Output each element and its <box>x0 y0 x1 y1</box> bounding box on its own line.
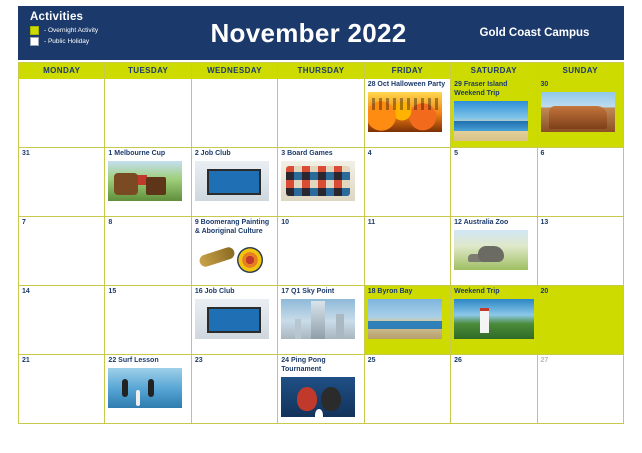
public-holiday-swatch-icon <box>30 37 39 46</box>
legend <box>18 6 168 60</box>
day-label: 27 <box>540 357 549 364</box>
day-cell[interactable] <box>19 148 105 217</box>
day-label: 20 <box>540 288 549 295</box>
day-cell[interactable] <box>19 355 105 424</box>
day-label: 31 <box>22 150 30 157</box>
day-cell[interactable] <box>538 148 624 217</box>
calendar-week-2 <box>19 148 624 217</box>
event-thumbnail-sky-point <box>281 299 355 339</box>
day-cell[interactable] <box>278 79 364 148</box>
weekday-wednesday: WEDNESDAY <box>192 63 278 79</box>
day-cell[interactable] <box>278 217 364 286</box>
day-label: 28 Oct Halloween Party <box>367 81 446 88</box>
day-label: 8 <box>108 219 113 226</box>
day-label: 10 <box>281 219 290 226</box>
day-cell[interactable] <box>278 148 364 217</box>
event-thumbnail-boomerang-painting <box>195 239 269 279</box>
day-cell[interactable] <box>278 286 364 355</box>
day-cell[interactable] <box>192 355 278 424</box>
calendar-week-5 <box>19 355 624 424</box>
day-cell[interactable] <box>365 148 451 217</box>
day-cell[interactable] <box>19 286 105 355</box>
overnight-activity-swatch-icon <box>30 26 39 35</box>
day-label: 16 Job Club <box>194 288 235 295</box>
calendar-grid <box>18 62 624 424</box>
day-cell[interactable] <box>105 79 191 148</box>
day-label: 1 Melbourne Cup <box>108 150 166 157</box>
day-label: 26 <box>454 357 462 364</box>
event-thumbnail-job-club-2 <box>195 299 269 339</box>
day-label: 17 Q1 Sky Point <box>281 288 335 295</box>
weekday-saturday: SATURDAY <box>451 63 537 79</box>
day-cell[interactable] <box>192 148 278 217</box>
day-cell[interactable] <box>365 217 451 286</box>
weekday-friday: FRIDAY <box>365 63 451 79</box>
day-label: 30 <box>540 81 549 88</box>
day-label: 25 <box>367 357 376 364</box>
day-label: 3 Board Games <box>281 150 333 157</box>
day-label: 23 <box>194 357 203 364</box>
day-cell[interactable] <box>192 79 278 148</box>
day-cell[interactable] <box>278 355 364 424</box>
day-label: 6 <box>540 150 545 157</box>
day-cell[interactable] <box>105 355 191 424</box>
day-label: Weekend Trip <box>454 288 500 295</box>
day-label: 5 <box>454 150 459 157</box>
calendar-title: November 2022 <box>210 17 407 48</box>
event-thumbnail-ping-pong <box>281 377 355 417</box>
legend-label-holiday: - Public Holiday <box>44 38 90 45</box>
event-thumbnail-byron-bay <box>368 299 442 339</box>
day-cell[interactable] <box>451 148 537 217</box>
day-cell[interactable] <box>192 286 278 355</box>
day-label: 12 Australia Zoo <box>454 219 509 226</box>
weekday-tuesday: TUESDAY <box>105 63 191 79</box>
day-label: 14 <box>22 288 30 295</box>
day-label: 9 Boomerang Painting & Aboriginal Culture <box>194 219 270 235</box>
legend-title: Activities <box>30 11 84 23</box>
day-cell[interactable] <box>192 217 278 286</box>
day-cell[interactable] <box>105 217 191 286</box>
event-thumbnail-melbourne-cup <box>108 161 182 201</box>
day-label: 29 Fraser Island Weekend Trip <box>454 81 508 97</box>
event-thumbnail-fraser-island <box>454 101 528 141</box>
weekday-header-row <box>19 63 624 79</box>
day-cell[interactable] <box>538 217 624 286</box>
day-label: 18 Byron Bay <box>367 288 413 295</box>
legend-item-holiday <box>30 37 168 46</box>
day-cell[interactable] <box>105 148 191 217</box>
day-cell[interactable] <box>538 355 624 424</box>
day-label: 4 <box>367 150 372 157</box>
day-cell[interactable] <box>538 286 624 355</box>
event-thumbnail-australia-zoo <box>454 230 528 270</box>
event-thumbnail-surf-lesson <box>108 368 182 408</box>
day-cell[interactable] <box>365 286 451 355</box>
event-thumbnail-halloween-party <box>368 92 442 132</box>
weekday-sunday: SUNDAY <box>538 63 624 79</box>
day-label: 15 <box>108 288 117 295</box>
day-cell[interactable] <box>451 286 537 355</box>
legend-item-overnight <box>30 26 168 35</box>
weekday-thursday: THURSDAY <box>278 63 364 79</box>
campus-name: Gold Coast Campus <box>479 27 590 39</box>
day-cell[interactable] <box>19 79 105 148</box>
day-cell[interactable] <box>365 355 451 424</box>
day-cell[interactable] <box>538 79 624 148</box>
day-label: 24 Ping Pong Tournament <box>281 357 326 373</box>
day-label: 13 <box>540 219 549 226</box>
calendar-week-3 <box>19 217 624 286</box>
event-thumbnail-job-club <box>195 161 269 201</box>
calendar-week-1 <box>19 79 624 148</box>
event-thumbnail-board-games <box>281 161 355 201</box>
day-cell[interactable] <box>365 79 451 148</box>
title-area <box>168 6 449 60</box>
day-cell[interactable] <box>451 217 537 286</box>
day-cell[interactable] <box>105 286 191 355</box>
weekday-monday: MONDAY <box>19 63 105 79</box>
day-label: 11 <box>367 219 376 226</box>
calendar-header <box>18 6 624 60</box>
calendar-week-4 <box>19 286 624 355</box>
day-cell[interactable] <box>451 355 537 424</box>
day-label: 2 Job Club <box>194 150 231 157</box>
day-cell[interactable] <box>19 217 105 286</box>
day-cell[interactable] <box>451 79 537 148</box>
day-label: 22 Surf Lesson <box>108 357 159 364</box>
day-label: 7 <box>22 219 26 226</box>
event-thumbnail-fraser-island-rock <box>541 92 615 132</box>
day-label: 21 <box>22 357 30 364</box>
legend-label-overnight: - Overnight Activity <box>44 27 99 34</box>
event-thumbnail-byron-lighthouse <box>454 299 534 339</box>
